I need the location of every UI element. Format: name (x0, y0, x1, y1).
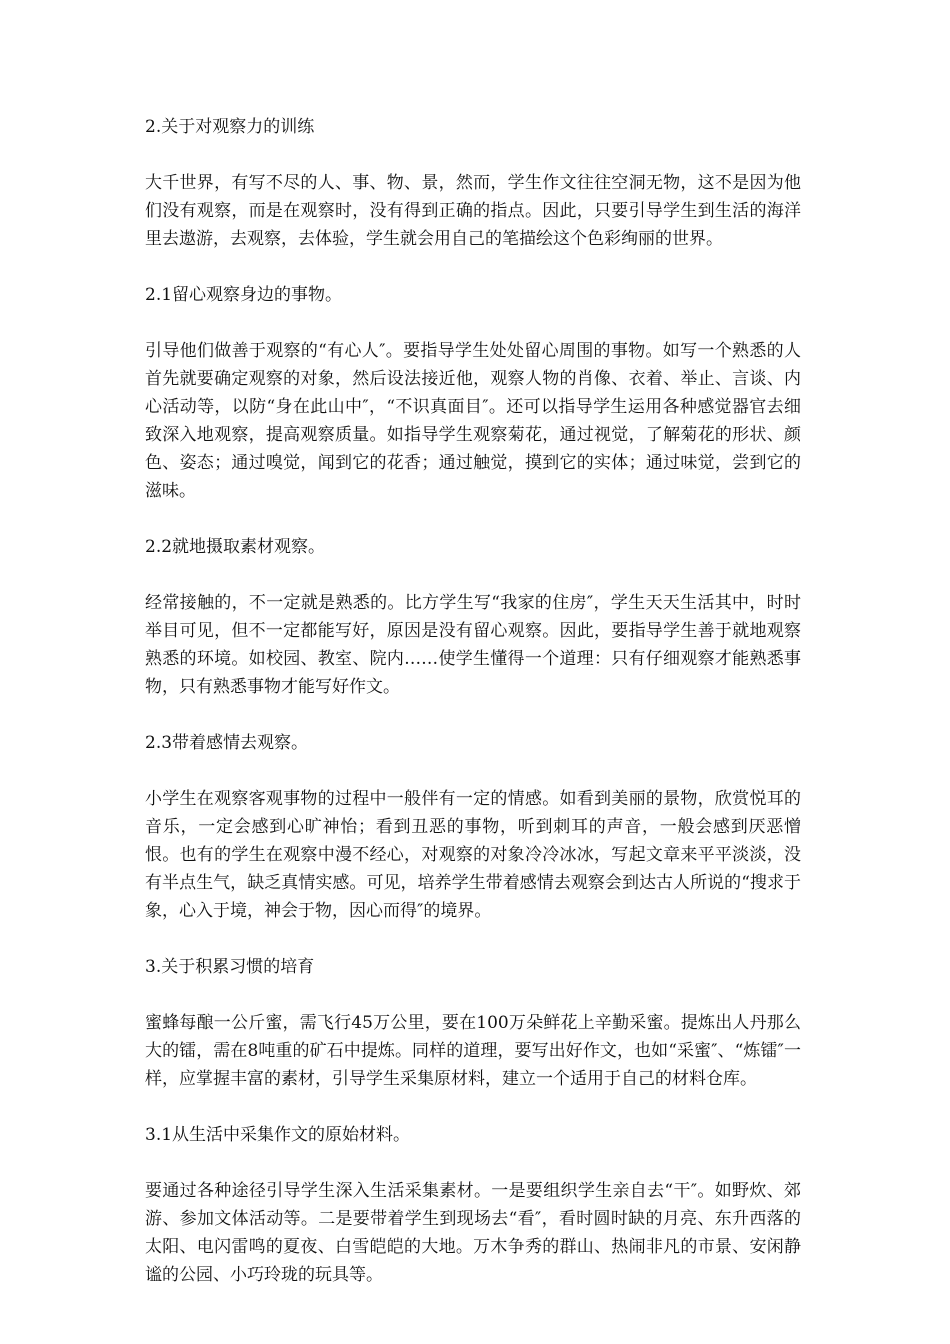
section-heading: 2.2就地摄取素材观察。 (145, 537, 326, 557)
section-heading: 3.1从生活中采集作文的原始材料。 (145, 1125, 411, 1145)
paragraph: 小学生在观察客观事物的过程中一般伴有一定的情感。如看到美丽的景物，欣赏悦耳的音乐，一定会感到心旷神怡；看到丑恶的事物，听到刺耳的声音，一般会感到厌恶憎恨。也有的学生在观察中漫不经心，对观察的对象冷冷冰冰，写起文章来平平淡淡，没有半点生气，缺乏真情实感。可见，培养学生带着感情去观察会到达古人所说的“搜求于象，心入于境，神会于物，因心而得″的境界。 (145, 789, 801, 921)
section-heading: 2.关于对观察力的训练 (145, 117, 315, 137)
paragraph: 大千世界，有写不尽的人、事、物、景，然而，学生作文往往空洞无物，这不是因为他们没有观察，而是在观察时，没有得到正确的指点。因此，只要引导学生到生活的海洋里去遨游，去观察，去体验，学生就会用自己的笔描绘这个色彩绚丽的世界。 (145, 173, 801, 249)
section-heading: 2.1留心观察身边的事物。 (145, 285, 343, 305)
paragraph: 蜜蜂每酿一公斤蜜，需飞行45万公里，要在100万朵鲜花上辛勤采蜜。提炼出人丹那么大的镭，需在8吨重的矿石中提炼。同样的道理，要写出好作文，也如“采蜜″、“炼镭″一样，应掌握丰富的素材，引导学生采集原材料，建立一个适用于自己的材料仓库。 (145, 1013, 801, 1089)
paragraph: 要通过各种途径引导学生深入生活采集素材。一是要组织学生亲自去“干″。如野炊、郊游、参加文体活动等。二是要带着学生到现场去“看″，看时圆时缺的月亮、东升西落的太阳、电闪雷鸣的夏夜、白雪皑皑的大地。万木争秀的群山、热闹非凡的市景、安闲静谧的公园、小巧玲珑的玩具等。 (145, 1181, 801, 1285)
paragraph: 引导他们做善于观察的“有心人″。要指导学生处处留心周围的事物。如写一个熟悉的人首先就要确定观察的对象，然后设法接近他，观察人物的肖像、衣着、举止、言谈、内心活动等，以防“身在此山中″，“不识真面目″。还可以指导学生运用各种感觉器官去细致深入地观察，提高观察质量。如指导学生观察菊花，通过视觉，了解菊花的形状、颜色、姿态；通过嗅觉，闻到它的花香；通过触觉，摸到它的实体；通过味觉，尝到它的滋味。 (145, 341, 801, 501)
paragraph: 经常接触的，不一定就是熟悉的。比方学生写“我家的住房″，学生天天生活其中，时时举目可见，但不一定都能写好，原因是没有留心观察。因此，要指导学生善于就地观察熟悉的环境。如校园、教室、院内……使学生懂得一个道理：只有仔细观察才能熟悉事物，只有熟悉事物才能写好作文。 (145, 593, 801, 697)
section-heading: 2.3带着感情去观察。 (145, 733, 309, 753)
document-body (145, 113, 801, 1317)
section-heading: 3.关于积累习惯的培育 (145, 957, 315, 977)
